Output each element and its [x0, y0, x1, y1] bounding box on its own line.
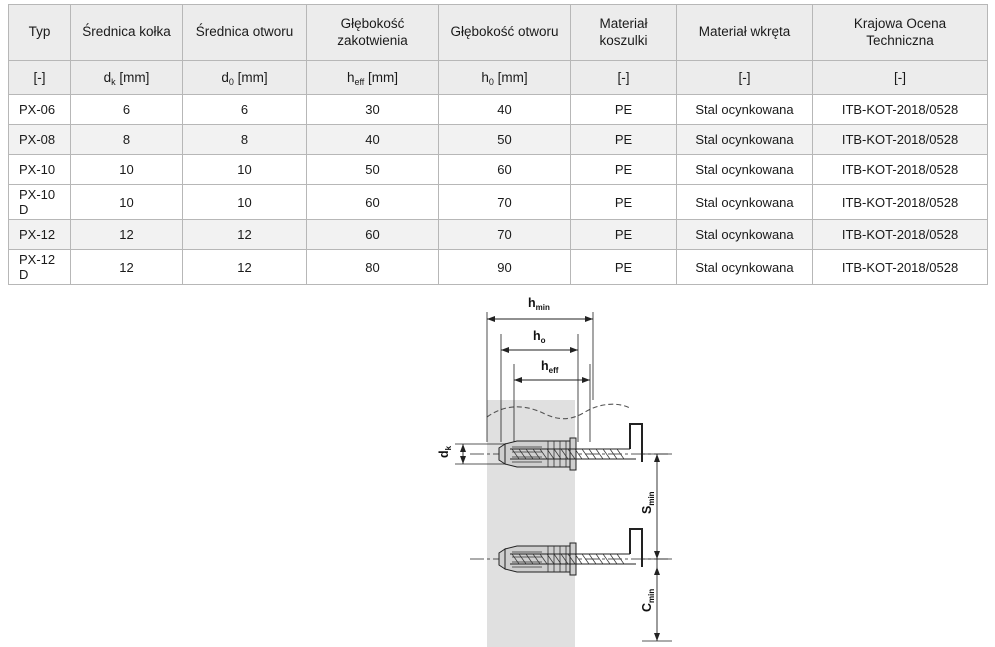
cell-material-koszulki: PE — [571, 250, 677, 285]
unit-header-heff: $h_{eff}$ [mm] — [307, 61, 439, 95]
cell-heff: 80 — [307, 250, 439, 285]
table-header-row-main — [9, 5, 988, 61]
label-hmin: $h_{min}$ — [528, 296, 550, 312]
cell-material-koszulki: PE — [571, 95, 677, 125]
sleeve-body-lower — [505, 546, 572, 572]
cell-typ: PX-06 — [9, 95, 71, 125]
cell-heff: 30 — [307, 95, 439, 125]
cell-d0: 10 — [183, 155, 307, 185]
column-header-srednica-kolka: Średnica kołka — [71, 5, 183, 61]
wall-substrate — [487, 400, 575, 647]
cell-dk: 12 — [71, 250, 183, 285]
cell-material-wkreta: Stal ocynkowana — [677, 185, 813, 220]
cell-material-wkreta: Stal ocynkowana — [677, 95, 813, 125]
cell-dk: 12 — [71, 220, 183, 250]
cell-h0: 50 — [439, 125, 571, 155]
table-body — [9, 95, 988, 285]
cell-heff: 40 — [307, 125, 439, 155]
sleeve-collar-upper — [570, 438, 576, 470]
cell-h0: 70 — [439, 185, 571, 220]
table-head — [9, 5, 988, 95]
cell-material-wkreta: Stal ocynkowana — [677, 250, 813, 285]
table-row — [9, 185, 988, 220]
unit-header-typ: [-] — [9, 61, 71, 95]
column-header-material-wkreta: Materiał wkręta — [677, 5, 813, 61]
sleeve-collar-lower — [570, 543, 576, 575]
specification-table-container — [8, 4, 987, 285]
cell-material-wkreta: Stal ocynkowana — [677, 155, 813, 185]
table-row — [9, 95, 988, 125]
unit-header-dk: $d_k$ [mm] — [71, 61, 183, 95]
cell-d0: 12 — [183, 220, 307, 250]
column-header-typ: Typ — [9, 5, 71, 61]
cell-dk: 10 — [71, 185, 183, 220]
column-header-glebokosc-zakotwienia: Głębokość zakotwienia — [307, 5, 439, 61]
anchor-installation-diagram — [0, 292, 995, 647]
column-header-srednica-otworu: Średnica otworu — [183, 5, 307, 61]
cell-h0: 60 — [439, 155, 571, 185]
label-dk: $d_k$ — [437, 445, 453, 458]
sleeve-body-upper — [505, 441, 572, 467]
cell-material-koszulki: PE — [571, 155, 677, 185]
unit-header-material-wkreta: [-] — [677, 61, 813, 95]
cell-material-koszulki: PE — [571, 185, 677, 220]
cell-kot: ITB-KOT-2018/0528 — [813, 220, 988, 250]
cell-material-wkreta: Stal ocynkowana — [677, 125, 813, 155]
table-row — [9, 250, 988, 285]
unit-header-h0: $h_0$ [mm] — [439, 61, 571, 95]
cell-material-koszulki: PE — [571, 220, 677, 250]
cell-typ: PX-08 — [9, 125, 71, 155]
cell-dk: 10 — [71, 155, 183, 185]
cell-d0: 8 — [183, 125, 307, 155]
cell-heff: 60 — [307, 220, 439, 250]
cell-typ: PX-10 — [9, 155, 71, 185]
table-row — [9, 155, 988, 185]
cell-typ: PX-12 D — [9, 250, 71, 285]
sleeve-nose-lower — [499, 549, 505, 569]
cell-material-koszulki: PE — [571, 125, 677, 155]
cell-d0: 6 — [183, 95, 307, 125]
table-row — [9, 220, 988, 250]
label-cmin: $C_{min}$ — [640, 588, 656, 612]
unit-header-kot: [-] — [813, 61, 988, 95]
cell-heff: 50 — [307, 155, 439, 185]
cell-kot: ITB-KOT-2018/0528 — [813, 125, 988, 155]
screw-hook-upper — [630, 424, 642, 462]
cell-d0: 12 — [183, 250, 307, 285]
column-header-krajowa-ocena-techniczna: Krajowa Ocena Techniczna — [813, 5, 988, 61]
cell-d0: 10 — [183, 185, 307, 220]
specification-table — [8, 4, 988, 285]
cell-heff: 60 — [307, 185, 439, 220]
label-ho: $h_o$ — [533, 329, 546, 345]
screw-hook-lower — [630, 529, 642, 567]
column-header-material-koszulki: Materiał koszulki — [571, 5, 677, 61]
cell-dk: 8 — [71, 125, 183, 155]
unit-header-d0: $d_0$ [mm] — [183, 61, 307, 95]
cell-material-wkreta: Stal ocynkowana — [677, 220, 813, 250]
cell-kot: ITB-KOT-2018/0528 — [813, 95, 988, 125]
cell-h0: 40 — [439, 95, 571, 125]
cell-kot: ITB-KOT-2018/0528 — [813, 250, 988, 285]
label-smin: $S_{min}$ — [640, 491, 656, 514]
cell-h0: 70 — [439, 220, 571, 250]
table-header-row-units — [9, 61, 988, 95]
cell-h0: 90 — [439, 250, 571, 285]
unit-header-material-koszulki: [-] — [571, 61, 677, 95]
cell-kot: ITB-KOT-2018/0528 — [813, 185, 988, 220]
cell-typ: PX-10 D — [9, 185, 71, 220]
cell-dk: 6 — [71, 95, 183, 125]
cell-kot: ITB-KOT-2018/0528 — [813, 155, 988, 185]
table-row — [9, 125, 988, 155]
label-heff: $h_{eff}$ — [541, 359, 559, 375]
column-header-glebokosc-otworu: Głębokość otworu — [439, 5, 571, 61]
cell-typ: PX-12 — [9, 220, 71, 250]
sleeve-nose-upper — [499, 444, 505, 464]
